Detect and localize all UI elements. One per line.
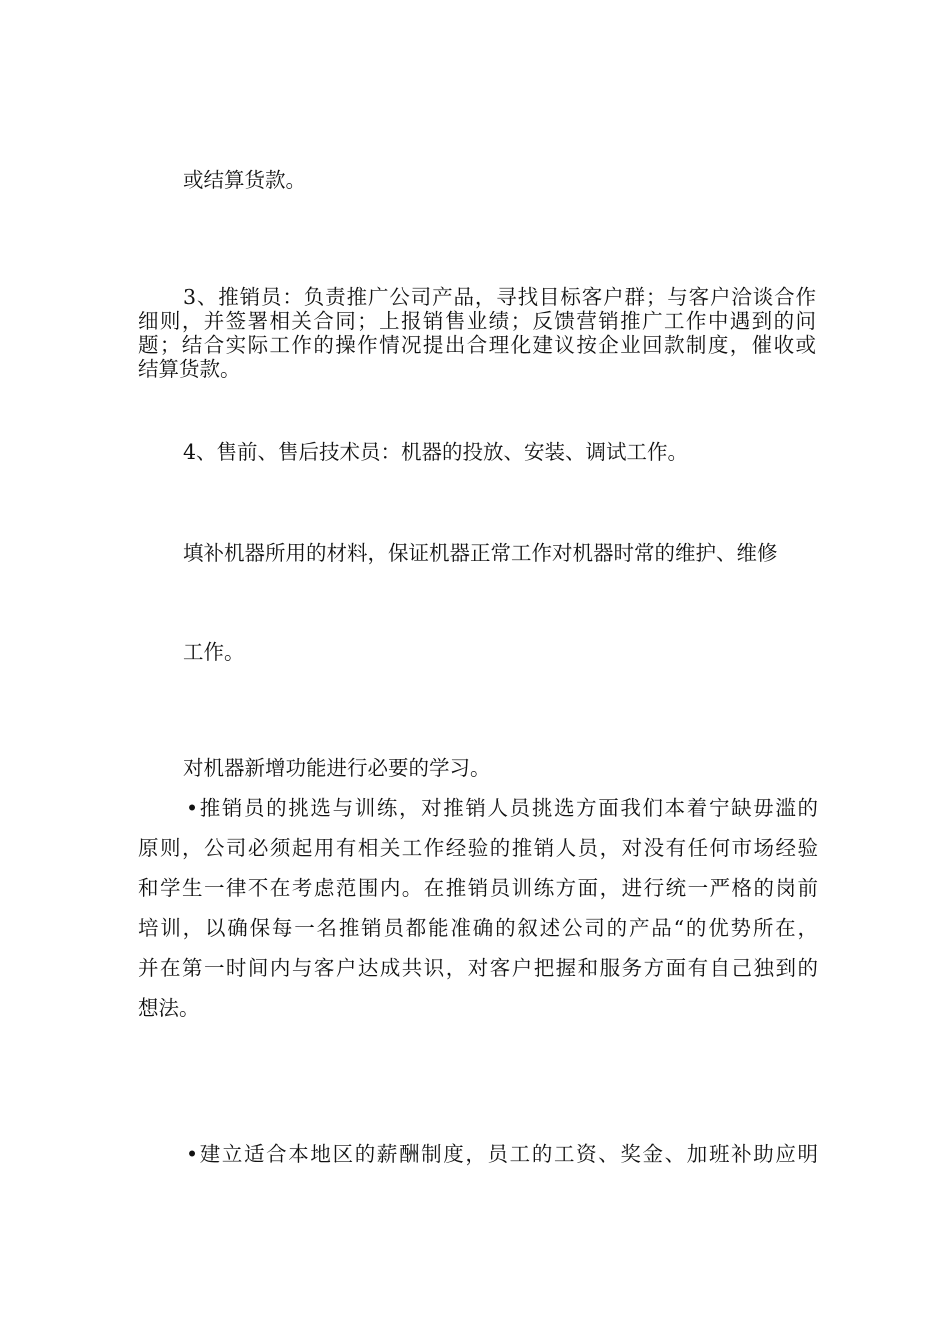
- paragraph-maintenance: 填补机器所用的材料，保证机器正常工作对机器时常的维护、维修: [183, 541, 778, 565]
- text-line: 细则，并签署相关合同；上报销售业绩；反馈营销推广工作中遇到的问: [138, 309, 816, 333]
- paragraph-recruit-training: [138, 788, 818, 1028]
- paragraph-work: 工作。: [183, 640, 245, 664]
- text-line: 结算货款。: [138, 357, 241, 381]
- paragraph-settlement: 或结算货款。: [183, 168, 306, 192]
- text-line: •推销员的挑选与训练，对推销人员挑选方面我们本着宁缺毋滥的: [186, 796, 818, 820]
- paragraph-salesperson-duties: [138, 285, 816, 381]
- text-line: 和学生一律不在考虑范围内。在推销员训练方面，进行统一严格的岗前: [138, 876, 818, 900]
- text-line: 原则，公司必须起用有相关工作经验的推销人员，对没有任何市场经验: [138, 836, 818, 860]
- text-line: 培训，以确保每一名推销员都能准确的叙述公司的产品“的优势所在，: [138, 916, 818, 940]
- text-line: 想法。: [138, 996, 200, 1020]
- text-line: 题；结合实际工作的操作情况提出合理化建议按企业回款制度，催收或: [138, 333, 816, 357]
- paragraph-learning: 对机器新增功能进行必要的学习。: [183, 756, 491, 780]
- paragraph-technician-duties: 4、售前、售后技术员：机器的投放、安装、调试工作。: [183, 440, 689, 464]
- text-line: 并在第一时间内与客户达成共识，对客户把握和服务方面有自己独到的: [138, 956, 818, 980]
- paragraph-salary-system: •建立适合本地区的薪酬制度，员工的工资、奖金、加班补助应明: [186, 1142, 818, 1166]
- text-line: 3、推销员：负责推广公司产品，寻找目标客户群；与客户洽谈合作: [183, 285, 816, 309]
